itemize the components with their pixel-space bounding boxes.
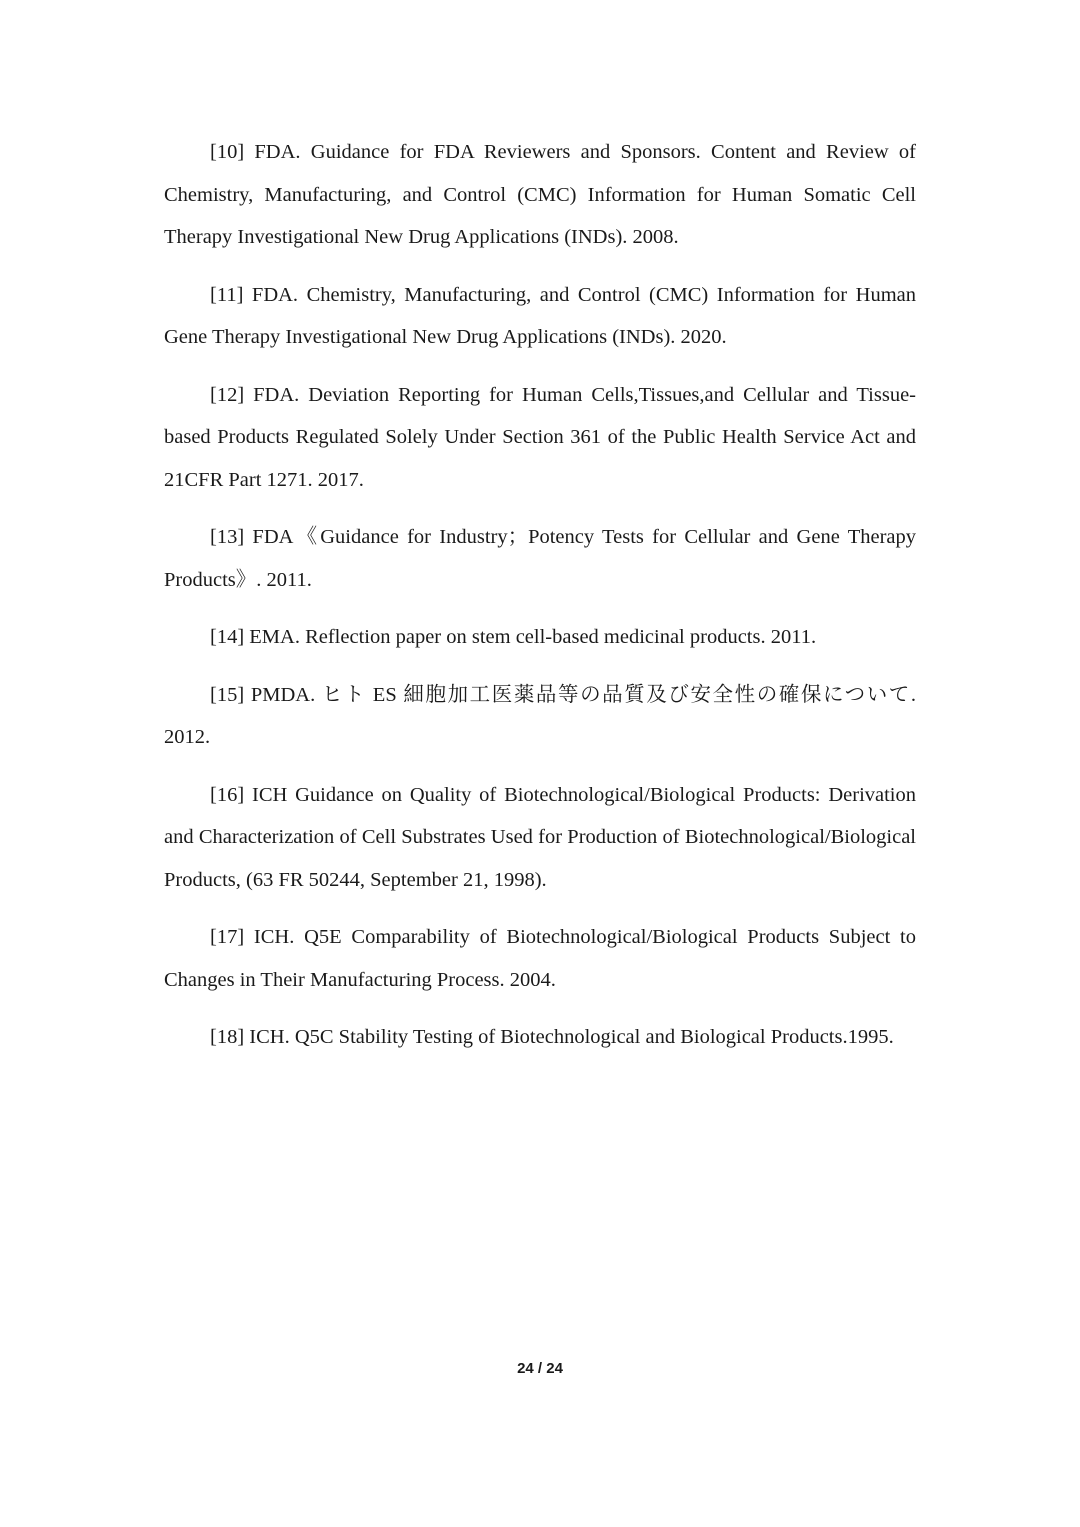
reference-item: [12] FDA. Deviation Reporting for Human Cells,Tissues,and Cellular and Tissue-based Products Regulated Solely Under Section 361 of the Public Health Service Act and 21CFR Part 1271. 2017. [164, 383, 916, 491]
reference-list [164, 131, 916, 1074]
reference-item: [18] ICH. Q5C Stability Testing of Biotechnological and Biological Products.1995. [210, 1026, 894, 1048]
page-number: 24 / 24 [517, 1360, 563, 1377]
reference-item: [11] FDA. Chemistry, Manufacturing, and Control (CMC) Information for Human Gene Therapy Investigational New Drug Applications (INDs). 2020. [164, 283, 916, 348]
reference-item: [14] EMA. Reflection paper on stem cell-based medicinal products. 2011. [210, 626, 817, 648]
reference-item: [17] ICH. Q5E Comparability of Biotechnological/Biological Products Subject to Changes in Their Manufacturing Process. 2004. [164, 926, 916, 991]
reference-item: [16] ICH Guidance on Quality of Biotechnological/Biological Products: Derivation and Characterization of Cell Substrates Used for Production of Biotechnological/Biological Products, (63 FR 50244, September 21, 1998). [164, 783, 916, 891]
reference-item: [10] FDA. Guidance for FDA Reviewers and Sponsors. Content and Review of Chemistry, Manufacturing, and Control (CMC) Information for Human Somatic Cell Therapy Investigational New Drug Applications (INDs). 2008. [164, 141, 916, 248]
reference-item: [15] PMDA. ヒト ES 細胞加工医薬品等の品質及び安全性の確保について. 2012. [164, 683, 916, 748]
reference-item: [13] FDA《Guidance for Industry；Potency Tests for Cellular and Gene Therapy Products》. 2011. [164, 526, 916, 591]
